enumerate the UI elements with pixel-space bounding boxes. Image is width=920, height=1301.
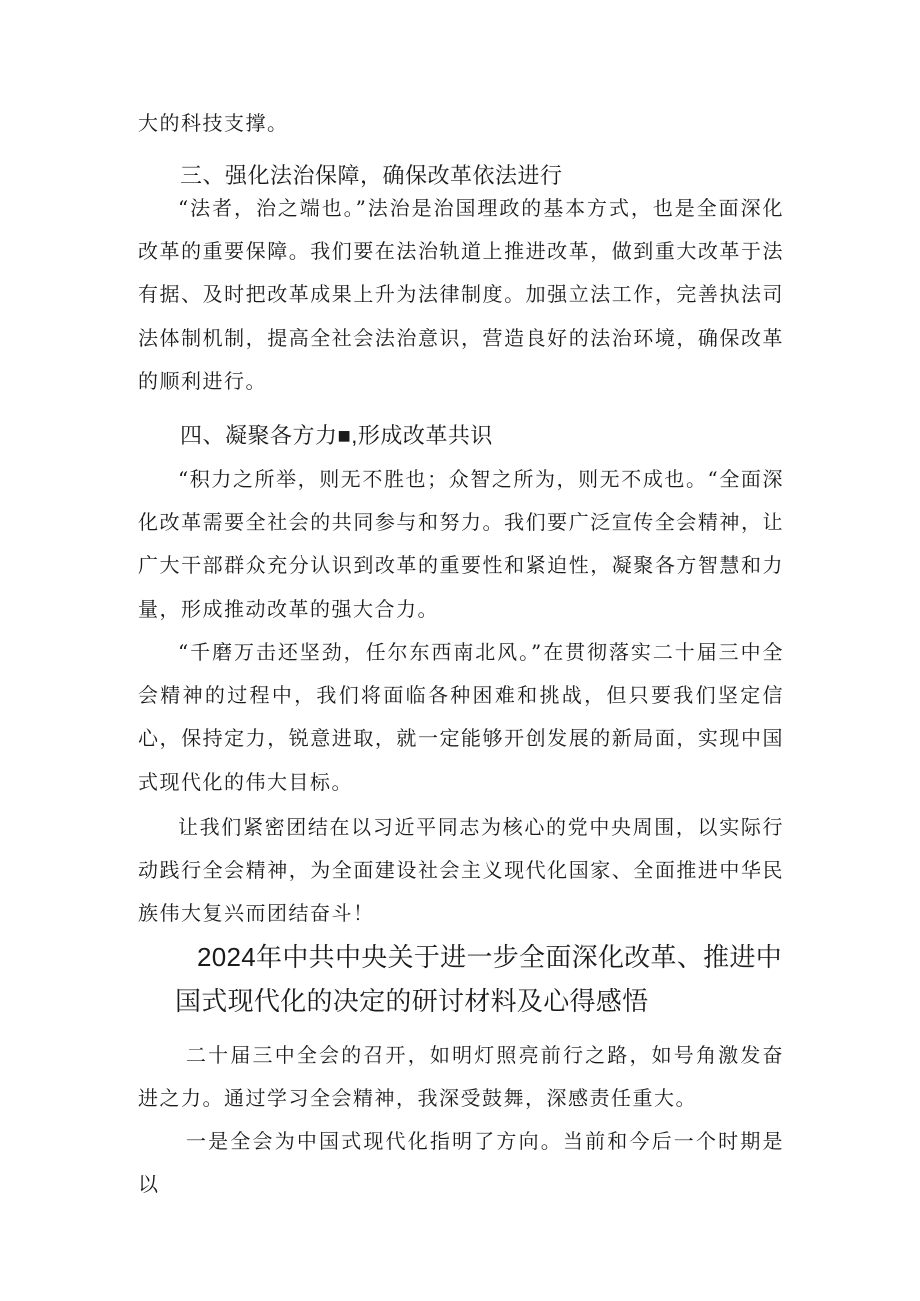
section-4-paragraph-1: “积力之所举，则无不胜也；众智之所为，则无不成也。“全面深化改革需要全社会的共同参与和努力。我们要广泛宣传全会精神，让广大干部群众充分认识到改革的重要性和紧迫性，凝聚各方智慧和力量，形成推动改革的强大合力。 xyxy=(138,467,784,621)
section-4-heading: 四、凝聚各方力■,形成改革共识 xyxy=(180,423,493,448)
section-4-paragraph-2: “千磨万击还坚劲，任尔东西南北风。”在贯彻落实二十届三中全会精神的过程中，我们将面临各种困难和挑战，但只要我们坚定信心，保持定力，锐意进取，就一定能够开创发展的新局面，实现中国式现代化的伟大目标。 xyxy=(138,640,784,794)
section-4-paragraph-3: 让我们紧密团结在以习近平同志为核心的党中央周围，以实际行动践行全会精神，为全面建设社会主义现代化国家、全面推进中华民族伟大复兴而团结奋斗！ xyxy=(138,815,784,926)
article-paragraph-1: 二十届三中全会的召开，如明灯照亮前行之路，如号角激发奋进之力。通过学习全会精神，我深受鼓舞，深感责任重大。 xyxy=(138,1043,784,1111)
continuation-paragraph: 大的科技支撑。 xyxy=(138,111,289,135)
article-title-line-2: 国式现代化的决定的研讨材料及心得感悟 xyxy=(175,986,649,1016)
article-title-line-1: 2024年中共中央关于进一步全面深化改革、推进中 xyxy=(197,942,783,972)
article-paragraph-2: 一是全会为中国式现代化指明了方向。当前和今后一个时期是以 xyxy=(138,1129,784,1197)
section-3-paragraph: “法者，治之端也。”法治是治国理政的基本方式，也是全面深化改革的重要保障。我们要在法治轨道上推进改革，做到重大改革于法有据、及时把改革成果上升为法律制度。加强立法工作，完善执法司法体制机制，提高全社会法治意识，营造良好的法治环境，确保改革的顺利进行。 xyxy=(138,196,784,393)
article-title xyxy=(175,935,785,1023)
section-3-heading: 三、强化法治保障，确保改革依法进行 xyxy=(180,163,563,188)
